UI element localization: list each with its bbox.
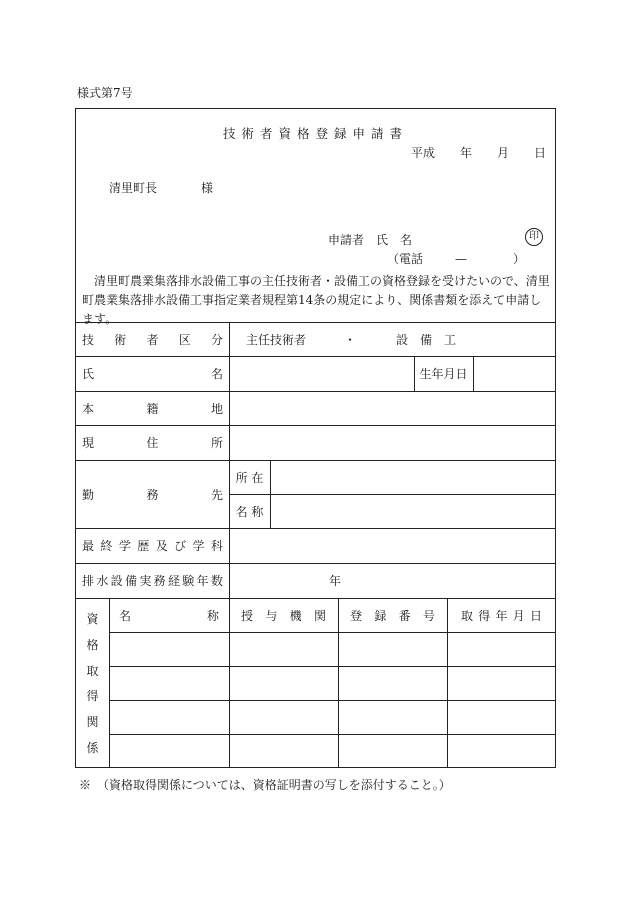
label-char: 験 <box>182 574 195 588</box>
label-char: 勤 <box>82 487 95 502</box>
label-char: 関 <box>313 608 326 623</box>
label-char: 月 <box>512 608 525 623</box>
label-char: 分 <box>210 332 223 347</box>
label-char: 学 <box>192 539 205 553</box>
applicant-line <box>328 231 412 248</box>
label-char: 現 <box>82 436 95 450</box>
label-char: 番 <box>398 608 411 623</box>
label-char: 備 <box>124 574 137 588</box>
label-char: 日 <box>529 608 542 623</box>
date-era: 平成 <box>411 146 436 160</box>
seal-mark: 印 <box>525 228 543 246</box>
label-char: 歴 <box>137 539 150 553</box>
label-char: 本 <box>82 401 95 416</box>
date-year: 年 <box>460 146 473 160</box>
row-divider <box>109 666 556 667</box>
date-month: 月 <box>497 146 510 160</box>
label-char: 得 <box>478 608 491 623</box>
col-divider <box>473 356 474 391</box>
label-char: 取 <box>86 663 99 678</box>
label-char: 取 <box>461 608 474 623</box>
label-char: 術 <box>114 332 127 347</box>
label-char: 設 <box>110 574 123 588</box>
label-char: 称 <box>206 608 219 623</box>
form-number: 様式第7号 <box>77 86 133 100</box>
label-char: 所 <box>210 436 223 450</box>
name-label <box>76 356 229 391</box>
label-char: 経 <box>167 574 180 588</box>
label-char: 年 <box>495 608 508 623</box>
row-divider <box>229 494 556 495</box>
workplace-label <box>76 460 229 528</box>
experience-label <box>76 563 229 598</box>
addressee-name: 清里町長 <box>109 181 158 195</box>
label-char: 係 <box>86 740 99 755</box>
footnote: ※ （資格取得関係については、資格証明書の写しを添付すること。） <box>79 778 451 792</box>
workplace-name-label: 名 称 <box>235 504 264 519</box>
phone-close: ） <box>513 252 526 266</box>
label-char: 籍 <box>146 401 159 416</box>
label-char: 及 <box>155 539 168 553</box>
label-char: 年 <box>196 574 209 588</box>
label-char: 務 <box>153 574 166 588</box>
label-char: 水 <box>96 574 109 588</box>
label-char: 排 <box>82 574 95 588</box>
label-char: 住 <box>146 436 159 450</box>
applicant-label: 申請者 <box>328 233 365 247</box>
application-form <box>75 108 556 768</box>
phone-line <box>387 250 525 267</box>
label-char: 技 <box>82 332 95 347</box>
label-char: 機 <box>289 608 302 623</box>
label-char: 授 <box>241 608 254 623</box>
label-char: 与 <box>265 608 278 623</box>
label-char: 関 <box>86 714 99 729</box>
row-divider <box>109 700 556 701</box>
label-char: 録 <box>374 608 387 623</box>
label-char: 名 <box>210 367 223 381</box>
label-char: 者 <box>146 332 159 347</box>
phone-label: （電話 <box>387 252 424 266</box>
label-char: 地 <box>210 401 223 416</box>
row-divider <box>109 632 556 633</box>
col-divider <box>270 460 271 528</box>
birthdate-label: 生年月日 <box>419 367 468 381</box>
category-label <box>76 322 229 356</box>
label-char: 資 <box>86 612 99 627</box>
education-label <box>76 528 229 563</box>
phone-dash: — <box>455 252 468 266</box>
domicile-label <box>76 391 229 425</box>
label-char: 先 <box>210 487 223 502</box>
label-char: 終 <box>100 539 113 553</box>
address-label <box>76 425 229 460</box>
application-statement: 清里町農業集落排水設備工事の主任技術者・設備工の資格登録を受けたいので、清里町農業集落排水設備工事指定業者規程第14条の規定により、関係書類を添えて申請します。 <box>82 274 550 326</box>
label-char: 最 <box>82 539 95 553</box>
label-char: 区 <box>178 332 191 347</box>
option-chief-engineer: 主任技術者 <box>246 332 307 347</box>
header-qualification-name <box>109 598 229 632</box>
addressee <box>109 179 213 196</box>
workplace-location-label: 所 在 <box>235 470 264 485</box>
option-separator: ・ <box>344 332 357 347</box>
label-char: 得 <box>86 689 99 704</box>
form-title: 技術者資格登録申請書 <box>222 126 408 141</box>
header-issuer <box>229 598 338 632</box>
label-char: 名 <box>119 608 132 623</box>
qualifications-side-label <box>76 598 109 768</box>
label-char: 格 <box>86 637 99 652</box>
header-registration-number <box>338 598 447 632</box>
category-options <box>246 322 456 356</box>
applicant-name-label: 氏 名 <box>376 233 413 247</box>
label-char: 務 <box>146 487 159 502</box>
label-char: 学 <box>118 539 131 553</box>
label-char: 数 <box>210 574 223 588</box>
date-day: 日 <box>534 146 547 160</box>
label-char: 登 <box>350 608 363 623</box>
experience-unit: 年 <box>329 574 342 588</box>
addressee-honorific: 様 <box>201 181 214 195</box>
option-equipment-worker: 設 備 工 <box>396 332 457 347</box>
header-acquisition-date <box>447 598 556 632</box>
date-line <box>411 144 546 161</box>
label-char: 氏 <box>82 367 95 381</box>
label-char: 実 <box>139 574 152 588</box>
label-char: 科 <box>210 539 223 553</box>
row-divider <box>109 734 556 735</box>
label-char: び <box>174 539 187 553</box>
label-char: 号 <box>422 608 435 623</box>
